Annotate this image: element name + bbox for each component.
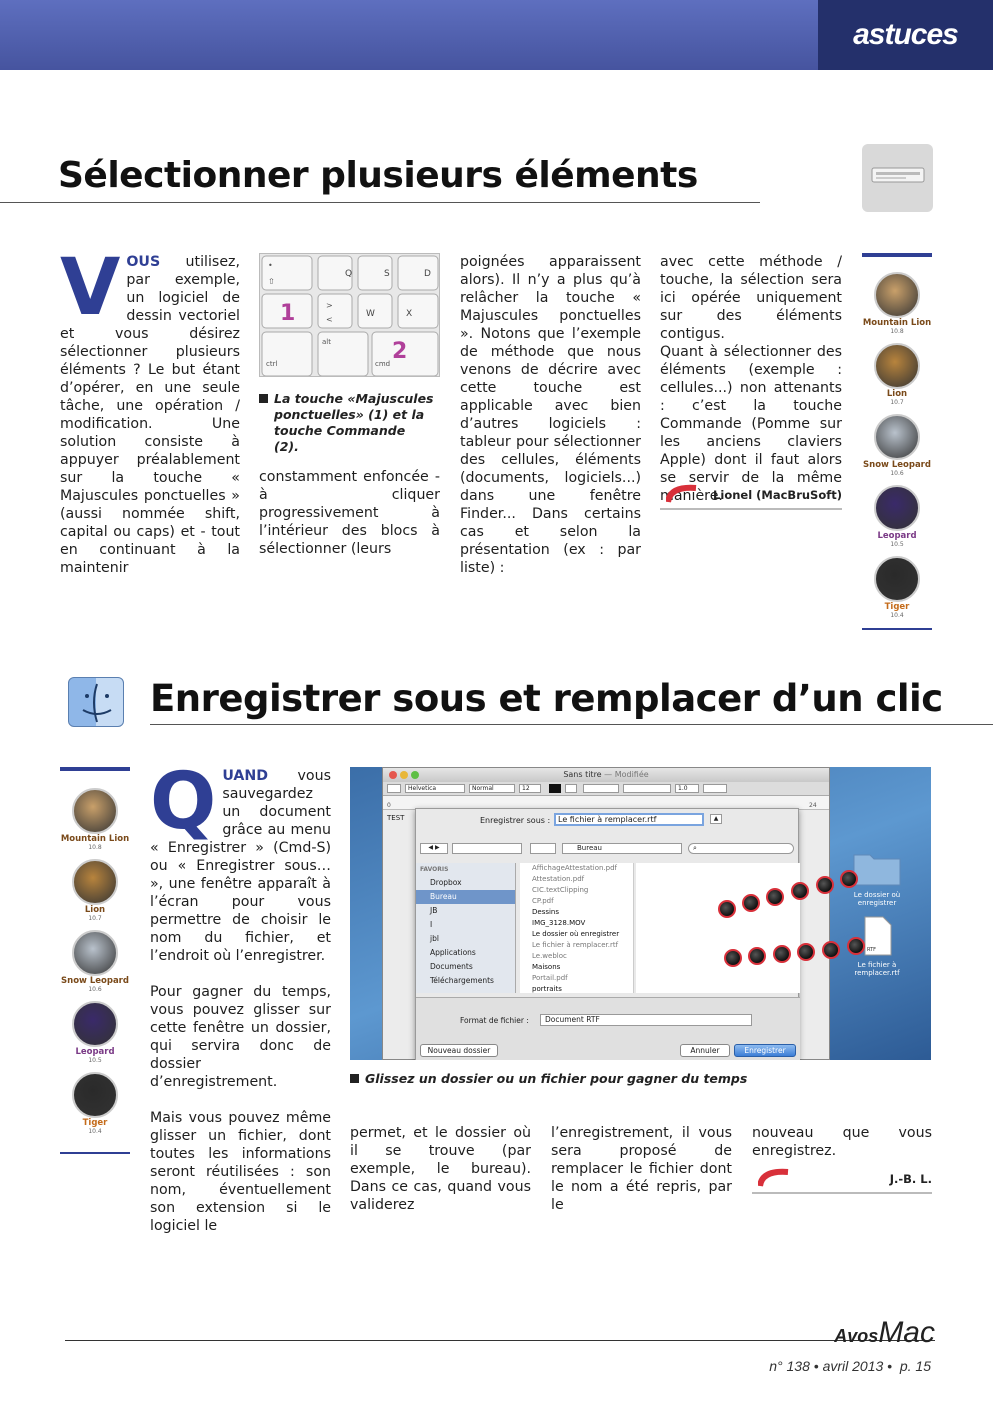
format-label: Format de fichier : — [460, 1016, 529, 1025]
file-list-item[interactable]: Attestation.pdf — [532, 875, 585, 883]
spacing-popup[interactable]: 1.0 — [675, 784, 699, 793]
os-version-name: Lion — [84, 905, 106, 915]
key-gt: > — [326, 301, 333, 310]
article2-signature — [752, 1168, 932, 1194]
article2-caption — [350, 1071, 930, 1087]
article2-col1c-text: Mais vous pouvez même glisser un fichier, dont toutes les informations seront réutilisées : son nom, éventuellement son extension si le logiciel le — [150, 1110, 331, 1234]
os-version-badge — [60, 788, 130, 851]
document-text[interactable]: TEST — [387, 814, 405, 822]
sidebar-item[interactable]: jbl — [430, 934, 439, 943]
svg-text:•: • — [268, 261, 273, 270]
article2-lead: UAND — [222, 768, 269, 784]
drag-dot — [742, 894, 760, 912]
svg-text:⇧: ⇧ — [268, 277, 275, 286]
file-list-item[interactable]: CIC.textClipping — [532, 886, 589, 894]
textedit-window — [382, 767, 830, 1060]
cancel-button[interactable]: Annuler — [680, 1044, 730, 1057]
key-q: Q — [345, 269, 353, 279]
os-version-number: 10.6 — [88, 986, 102, 993]
os-version-badge — [862, 343, 932, 406]
typeface-popup[interactable]: Normal — [469, 784, 515, 793]
article1-caption-text: La touche «Majuscules ponctuelles» (1) et la touche Commande (2). — [274, 391, 434, 454]
zoom-button[interactable] — [411, 771, 419, 779]
key-w: W — [366, 309, 375, 319]
os-logo-icon — [72, 788, 118, 834]
drag-dot — [766, 888, 784, 906]
location-popup[interactable]: Bureau — [562, 843, 682, 854]
expand-button[interactable]: ▲ — [710, 814, 722, 824]
os-version-number: 10.4 — [890, 612, 904, 619]
filename-field[interactable]: Le fichier à remplacer.rtf — [554, 813, 704, 826]
drag-dot — [748, 947, 766, 965]
keyboard-icon — [862, 144, 933, 212]
article1-col3-text: poignées apparaissent alors). Il n’y a plus qu’à relâcher la touche « Majuscules ponctuelles ». Notons que l’exemple de méthode que nous venons de décrire avec cette touche est applicable avec bien d’autres logiciels : tableur pour sélectionner des cellules, éléments (documents, logiciels...) dans une fenêtre Finder... Dans certains cas et selon la présentation (ex : par liste) : — [460, 254, 641, 576]
article1-column-4 — [660, 253, 842, 505]
file-list-item[interactable]: Dessins — [532, 908, 560, 916]
brand-suffix: Mac — [878, 1316, 935, 1349]
sheet-footer — [416, 997, 800, 1060]
article1-signature-name: Lionel (MacBruSoft) — [713, 488, 842, 502]
article1-col4b-text: Quant à sélectionner des éléments (exemple : cellules...) non attenants : c’est la touche Commande (Pomme sur les anciens claviers Apple) dont il faut alors se servir de la même manière. — [660, 344, 842, 504]
footer-brand — [834, 1316, 935, 1350]
issue-date: avril 2013 — [822, 1358, 884, 1374]
save-sheet — [415, 808, 799, 1060]
page-number: p. 15 — [899, 1358, 931, 1374]
os-logo-icon — [874, 343, 920, 389]
article2-col1a-text: vous sauvegardez un document grâce au menu « Enregistrer » (Cmd-S) ou « Enregistrer sous… », une fenêtre apparaît à l’écran pour vous permettre de choisir le nom du fichier, et l’endroit où l’enregistrer. — [150, 768, 331, 964]
os-version-badge — [60, 1072, 130, 1135]
sidebar-item[interactable]: Dropbox — [430, 878, 462, 887]
file-list-item[interactable]: AffichageAttestation.pdf — [532, 864, 618, 872]
article2-column-1 — [150, 757, 331, 1235]
search-icon: ⌕ — [693, 844, 697, 852]
rtf-badge: RTF — [867, 947, 877, 953]
article1-title: Sélectionner plusieurs éléments — [58, 155, 698, 196]
article2-dropcap: Q — [150, 757, 217, 847]
os-version-name: Lion — [886, 389, 908, 399]
drag-dot — [797, 943, 815, 961]
caption-bullet — [350, 1074, 359, 1083]
arrange-button[interactable] — [530, 843, 556, 854]
file-list-item[interactable]: Le fichier à remplacer.rtf — [532, 941, 619, 949]
file-list-item[interactable]: Portail.pdf — [532, 974, 568, 982]
avosmac-mini-logo — [666, 484, 700, 504]
key-alt: alt — [322, 338, 331, 346]
article2-col1b-text: Pour gagner du temps, vous pouvez glisser sur cette fenêtre un dossier, qui servira donc de dossier d’enregistrement. — [150, 984, 331, 1090]
file-list-item[interactable]: portraits — [532, 985, 562, 993]
os-logo-icon — [874, 272, 920, 318]
key-lt: < — [326, 315, 333, 324]
caption-bullet — [259, 394, 268, 403]
os-version-number: 10.5 — [88, 1057, 102, 1064]
os-version-badge — [862, 556, 932, 619]
brand-prefix: Avos — [834, 1326, 879, 1346]
drag-dot — [724, 949, 742, 967]
article2-signature-name: J.-B. L. — [889, 1172, 932, 1186]
os-version-name: Tiger — [884, 602, 910, 612]
os-version-name: Snow Leopard — [863, 460, 931, 470]
avosmac-mini-logo — [758, 1168, 792, 1188]
key-cmd: cmd — [375, 360, 391, 368]
article1-title-rule — [0, 202, 760, 203]
os-version-badge — [862, 414, 932, 477]
keyboard-photo — [259, 253, 440, 377]
file-list-item[interactable]: Le.webloc — [532, 952, 567, 960]
bold-italic-underline[interactable] — [583, 784, 619, 793]
os-logo-icon — [72, 859, 118, 905]
drag-dot — [718, 900, 736, 918]
save-dialog-screenshot — [350, 767, 931, 1060]
article2-column-3 — [551, 1124, 732, 1214]
save-as-label: Enregistrer sous : — [480, 816, 551, 825]
highlight-color-well[interactable] — [565, 784, 577, 793]
drag-dot — [847, 937, 865, 955]
search-field[interactable] — [688, 843, 794, 854]
os-version-badge — [60, 859, 130, 922]
new-folder-button[interactable]: Nouveau dossier — [420, 1044, 498, 1057]
article2-column-2 — [350, 1124, 531, 1214]
article2-title: Enregistrer sous et remplacer d’un clic — [150, 677, 943, 720]
ruler-end: 24 — [809, 802, 817, 809]
close-button[interactable] — [389, 771, 397, 779]
article1-column-2 — [259, 468, 440, 558]
footer-info: n° 138 • avril 2013 • p. 15 — [769, 1358, 931, 1374]
os-version-number: 10.6 — [890, 470, 904, 477]
os-version-number: 10.8 — [88, 844, 102, 851]
os-logo-icon — [874, 556, 920, 602]
window-titlebar — [383, 768, 829, 782]
os-version-name: Leopard — [75, 1047, 115, 1057]
key-s: S — [384, 269, 390, 279]
file-list-item[interactable]: Maisons — [532, 963, 561, 971]
file-list-item[interactable]: CP.pdf — [532, 897, 554, 905]
article1-dropcap: V — [60, 243, 121, 333]
os-version-name: Leopard — [877, 531, 917, 541]
article2-col4-text: nouveau que vous enregistrez. — [752, 1125, 932, 1159]
alignment-buttons[interactable] — [623, 784, 671, 793]
window-status: — Modifiée — [601, 770, 649, 779]
marker-1: 1 — [280, 301, 296, 326]
drag-dot — [791, 882, 809, 900]
section-label: astuces — [818, 0, 993, 70]
file-list-item[interactable]: IMG_3128.MOV — [532, 919, 586, 927]
article2-column-4 — [752, 1124, 932, 1160]
article1-column-3 — [460, 253, 641, 577]
finder-icon — [68, 677, 124, 727]
article1-col2-text: constamment enfoncée - à cliquer progressivement à l’intérieur des blocs à sélectionner (leurs — [259, 469, 440, 557]
marker-2: 2 — [392, 339, 408, 364]
os-version-badge — [60, 1001, 130, 1064]
os-version-name: Tiger — [82, 1118, 108, 1128]
sidebar-item[interactable]: Documents — [430, 962, 473, 971]
os-version-name: Mountain Lion — [862, 318, 932, 328]
key-d: D — [424, 269, 431, 279]
sidebar-item[interactable]: Applications — [430, 948, 476, 957]
os-logo-icon — [874, 414, 920, 460]
desktop-folder-label: Le dossier où enregistrer — [853, 891, 901, 907]
os-version-badge — [60, 930, 130, 993]
format-popup[interactable]: Document RTF — [540, 1014, 752, 1026]
sidebar-header: FAVORIS — [420, 866, 449, 873]
os-version-number: 10.5 — [890, 541, 904, 548]
sidebar-item[interactable]: Téléchargements — [430, 976, 494, 985]
size-popup[interactable]: 12 — [519, 784, 541, 793]
font-popup[interactable]: Helvetica — [405, 784, 465, 793]
article2-title-rule — [150, 724, 993, 725]
top-banner — [0, 0, 993, 70]
file-list-item[interactable]: Le dossier où enregistrer — [532, 930, 620, 938]
drag-dot — [773, 945, 791, 963]
ruler-start: 0 — [387, 802, 391, 809]
sidebar-item[interactable]: JB — [430, 906, 438, 915]
key-x: X — [406, 309, 413, 319]
issue-number: n° 138 — [769, 1358, 810, 1374]
folder-icon — [852, 847, 902, 887]
article2-caption-text: Glissez un dossier ou un fichier pour gagner du temps — [365, 1071, 748, 1086]
minimize-button[interactable] — [400, 771, 408, 779]
preview-column — [636, 863, 800, 993]
sidebar-item[interactable]: Bureau — [416, 890, 515, 904]
file-list — [520, 863, 634, 993]
drag-dot — [816, 876, 834, 894]
article1-caption — [259, 391, 439, 455]
save-button[interactable]: Enregistrer — [734, 1044, 796, 1057]
drag-dot — [840, 870, 858, 888]
article2-col2-text: permet, et le dossier où il se trouve (par exemple, le bureau). Dans ce cas, quand vous validerez — [350, 1125, 531, 1213]
drag-dot — [822, 941, 840, 959]
text-color-well[interactable] — [549, 784, 561, 793]
article1-col1-text: utilisez, par exemple, un logiciel de dessin vectoriel et vous désirez sélectionner plusieurs éléments ? Le but étant d’opérer, en une seule tâche, une opération / modification. Une solution consiste à appuyer préalablement sur la touche « Majuscules ponctuelles » (aussi nommée shift, capital ou caps) et - tout en continuant à la maintenir — [60, 254, 240, 576]
os-version-name: Mountain Lion — [60, 834, 130, 844]
key-ctrl: ctrl — [266, 360, 278, 368]
view-buttons[interactable] — [452, 843, 522, 854]
desktop-file-label: Le fichier à remplacer.rtf — [854, 961, 900, 977]
sidebar-item[interactable]: I — [430, 920, 433, 929]
os-version-number: 10.8 — [890, 328, 904, 335]
os-logo-icon — [72, 930, 118, 976]
os-logo-icon — [72, 1001, 118, 1047]
os-version-badge — [862, 485, 932, 548]
article1-signature — [660, 484, 842, 510]
os-version-number: 10.7 — [88, 915, 102, 922]
format-toolbar — [383, 782, 829, 796]
article2-col3-text: l’enregistrement, il vous sera proposé de remplacer le fichier dont le nom a été repris, par le — [551, 1125, 732, 1213]
paragraph-style-popup[interactable] — [387, 784, 401, 793]
os-version-number: 10.4 — [88, 1128, 102, 1135]
article1-column-1 — [60, 243, 240, 577]
os-version-name: Snow Leopard — [61, 976, 129, 986]
article1-lead: OUS — [126, 254, 161, 270]
sidebar — [416, 863, 516, 993]
window-title: Sans titre — [563, 770, 602, 779]
os-logo-icon — [874, 485, 920, 531]
os-version-badge — [862, 272, 932, 335]
os-logo-icon — [72, 1072, 118, 1118]
footer-rule — [65, 1340, 935, 1341]
os-version-number: 10.7 — [890, 399, 904, 406]
back-forward-buttons[interactable]: ◀ ▶ — [420, 843, 448, 854]
list-popup[interactable] — [703, 784, 727, 793]
article1-col4a-text: avec cette méthode / touche, la sélection sera ici opérée uniquement sur des éléments contigus. — [660, 254, 842, 342]
